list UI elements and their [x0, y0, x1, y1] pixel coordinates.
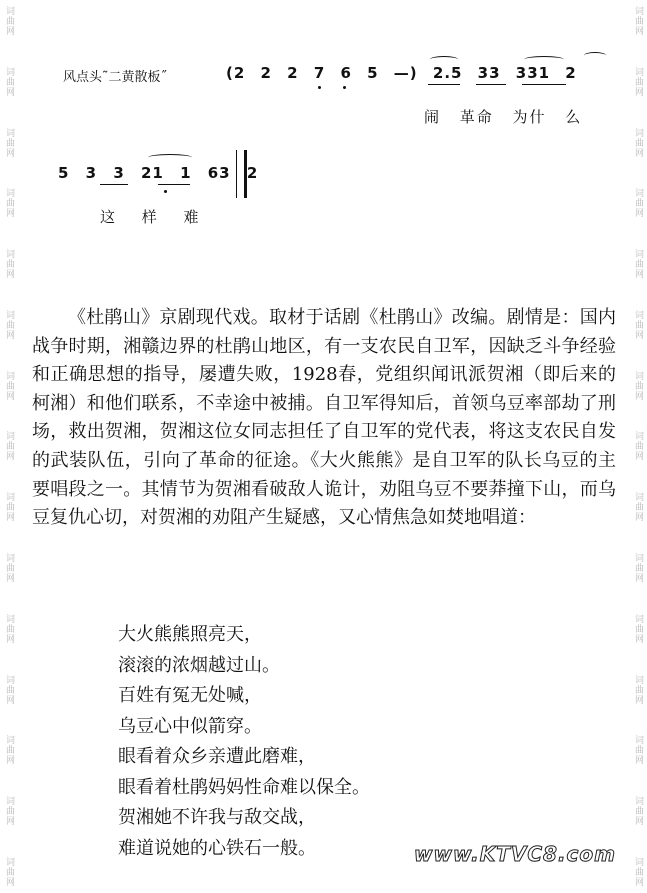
score-notes-line-2: 5 3 3 21 1 63 2 — [58, 164, 259, 182]
verse-line: 滚滚的浓烟越过山。 — [118, 654, 280, 676]
verse-line: 眼看着杜鹃妈妈性命难以保全。 — [118, 776, 370, 798]
slur-mark — [148, 154, 192, 161]
octave-dot — [164, 190, 167, 193]
final-barline — [236, 150, 247, 198]
underline-mark — [428, 84, 460, 85]
side-watermark-right: 词曲网 词曲网 词曲网 词曲网 词曲网 词曲网 词曲网 词曲网 词曲网 词曲网 词曲网 词曲网 词曲网 词曲网 词曲网 — [633, 6, 643, 887]
lyrics-verse — [118, 620, 370, 864]
octave-dot — [318, 86, 321, 89]
verse-line: 贺湘她不许我与敌交战， — [118, 807, 316, 828]
slur-mark — [430, 56, 458, 63]
verse-line: 眼看着众乡亲遭此磨难， — [118, 746, 316, 767]
score-notes-line-1: (2 2 2 7 6 5 —) 2.5 33 331 2 — [226, 64, 577, 82]
side-watermark-left: 词曲网 词曲网 词曲网 词曲网 词曲网 词曲网 词曲网 词曲网 词曲网 词曲网 词曲网 词曲网 词曲网 词曲网 词曲网 — [4, 6, 14, 887]
slur-mark — [584, 52, 606, 59]
verse-line: 乌豆心中似箭穿。 — [118, 715, 262, 737]
verse-line: 百姓有冤无处喊， — [118, 685, 262, 706]
verse-line: 难道说她的心铁石一般。 — [118, 837, 316, 859]
slur-mark — [524, 56, 564, 63]
underline-mark — [476, 84, 506, 85]
verse-line: 大火熊熊照亮天， — [118, 624, 262, 645]
underline-mark — [100, 184, 128, 185]
octave-dot — [343, 86, 346, 89]
score-lyrics-line-1: 闹 革命 为什 么 — [424, 108, 583, 126]
site-watermark: www.KTVC8.com — [414, 842, 616, 866]
tempo-marking: 风点头˜二黄散板˝ — [63, 70, 168, 85]
underline-mark — [522, 84, 566, 85]
description-paragraph: 《杜鹃山》京剧现代戏。取材于话剧《杜鹃山》改编。剧情是：国内战争时期，湘赣边界的杜鹃山地区，有一支农民自卫军，因缺乏斗争经验和正确思想的指导，屡遭失败，1928春，党组织闻讯派贺湘（即后来的柯湘）和他们联系，不幸途中被捕。自卫军得知后，首领乌豆率部劫了刑场，救出贺湘，贺湘这位女同志担任了自卫军的党代表，将这支农民自发的武装队伍，引向了革命的征途。《大火熊熊》是自卫军的队长乌豆的主要唱段之一。其情节为贺湘看破敌人诡计，劝阻乌豆不要莽撞下山，而乌豆复仇心切，对贺湘的劝阻产生疑感，又心情焦急如焚地唱道： — [32, 307, 616, 529]
score-lyrics-line-2: 这 样 难 — [100, 208, 201, 226]
underline-mark — [158, 184, 190, 185]
